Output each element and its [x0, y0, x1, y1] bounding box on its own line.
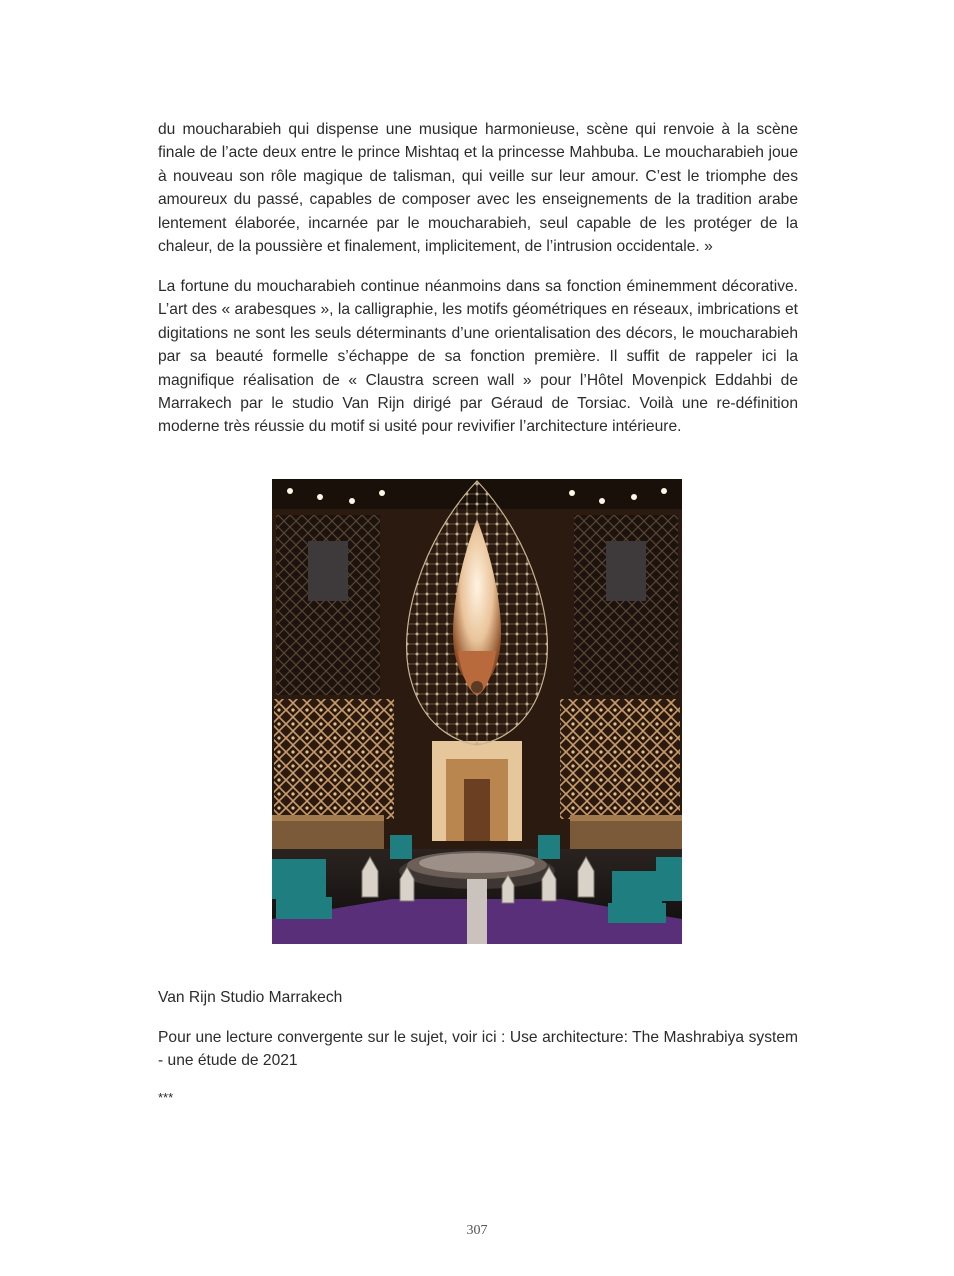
- paragraph-2: La fortune du moucharabieh continue néanmoins dans sa fonction éminemment décorative. L’art des « arabesques », la calligraphie, les motifs géométriques en réseaux, imbrications et digitations ne sont les seuls déterminants d’une orientalisation des décors, le moucharabieh par sa beauté formelle s’échappe de sa fonction première. Il suffit de rappeler ici la magnifique réalisation de « Claustra screen wall » pour l’Hôtel Movenpick Eddahbi de Marrakech par le studio Van Rijn dirigé par Géraud de Torsiac. Voilà une re-définition moderne très réussie du motif si usité pour revivifier l’architecture intérieure.: [158, 278, 798, 436]
- section-separator: ***: [158, 1090, 174, 1105]
- page-number: 307: [466, 1223, 488, 1238]
- paragraph-3: Pour une lecture convergente sur le sujet, voir ici : Use architecture: The Mashrabiya system - une étude de 2021: [158, 1029, 798, 1070]
- hotel-lobby-photo: [272, 479, 682, 944]
- paragraph-1: du moucharabieh qui dispense une musique harmonieuse, scène qui renvoie à la scène finale de l’acte deux entre le prince Mishtaq et la princesse Mahbuba. Le moucharabieh joue à nouveau son rôle magique de talisman, qui veille sur leur amour. C’est le triomphe des amoureux du passé, capables de composer avec les enseignements de la tradition arabe lentement élaborée, incarnée par le moucharabieh, seul capable de les protéger de la chaleur, de la poussière et finalement, implicitement, de l’intrusion occidentale. »: [158, 121, 798, 256]
- figure-caption: Van Rijn Studio Marrakech: [158, 989, 343, 1006]
